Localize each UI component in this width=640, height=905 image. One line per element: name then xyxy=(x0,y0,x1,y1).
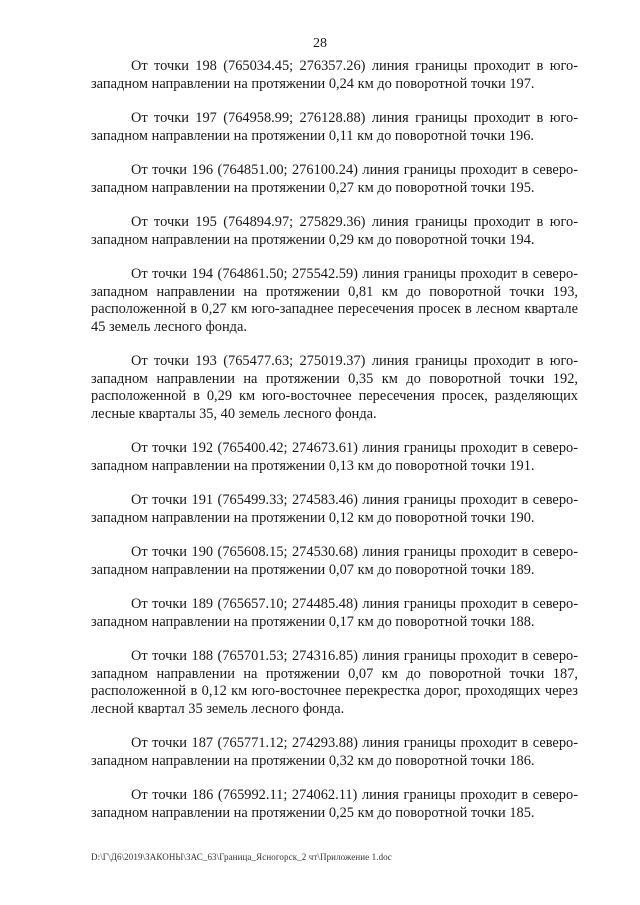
paragraph-point-198: От точки 198 (765034.45; 276357.26) линия границы проходит в юго-западном направлении на протяжении 0,24 км до поворотной точки 197. xyxy=(91,58,578,92)
paragraph-point-188: От точки 188 (765701.53; 274316.85) линия границы проходит в северо-западном направлении на протяжении 0,07 км до поворотной точки 187, расположенной в 0,12 км юго-восточнее перекрестка дорог, проходящих через лесной квартал 35 земель лесного фонда. xyxy=(91,648,578,717)
paragraph-point-197: От точки 197 (764958.99; 276128.88) линия границы проходит в юго-западном направлении на протяжении 0,11 км до поворотной точки 196. xyxy=(91,110,578,144)
paragraph-point-186: От точки 186 (765992.11; 274062.11) линия границы проходит в северо-западном направлении на протяжении 0,25 км до поворотной точки 185. xyxy=(91,787,578,821)
paragraph-point-191: От точки 191 (765499.33; 274583.46) линия границы проходит в северо-западном направлении на протяжении 0,12 км до поворотной точки 190. xyxy=(91,492,578,526)
footer-file-path: D:\Г\Д6\2019\ЗАКОНЫ\ЗАС_63\Граница_Ясногорск_2 чт\Приложение 1.doc xyxy=(91,852,392,862)
paragraph-point-187: От точки 187 (765771.12; 274293.88) линия границы проходит в северо-западном направлении на протяжении 0,32 км до поворотной точки 186. xyxy=(91,735,578,769)
page-number: 28 xyxy=(313,36,327,51)
paragraph-point-194: От точки 194 (764861.50; 275542.59) линия границы проходит в северо-западном направлении на протяжении 0,81 км до поворотной точки 193, расположенной в 0,27 км юго-западнее пересечения просек в лесном квартале 45 земель лесного фонда. xyxy=(91,266,578,335)
paragraph-point-189: От точки 189 (765657.10; 274485.48) линия границы проходит в северо-западном направлении на протяжении 0,17 км до поворотной точки 188. xyxy=(91,596,578,630)
document-body xyxy=(91,58,578,839)
paragraph-point-195: От точки 195 (764894.97; 275829.36) линия границы проходит в юго-западном направлении на протяжении 0,29 км до поворотной точки 194. xyxy=(91,214,578,248)
paragraph-point-190: От точки 190 (765608.15; 274530.68) линия границы проходит в северо-западном направлении на протяжении 0,07 км до поворотной точки 189. xyxy=(91,544,578,578)
paragraph-point-196: От точки 196 (764851.00; 276100.24) линия границы проходит в северо-западном направлении на протяжении 0,27 км до поворотной точки 195. xyxy=(91,162,578,196)
paragraph-point-193: От точки 193 (765477.63; 275019.37) линия границы проходит в юго-западном направлении на протяжении 0,35 км до поворотной точки 192, расположенной в 0,29 км юго-восточнее пересечения просек, разделяющих лесные кварталы 35, 40 земель лесного фонда. xyxy=(91,353,578,422)
paragraph-point-192: От точки 192 (765400.42; 274673.61) линия границы проходит в северо-западном направлении на протяжении 0,13 км до поворотной точки 191. xyxy=(91,440,578,474)
